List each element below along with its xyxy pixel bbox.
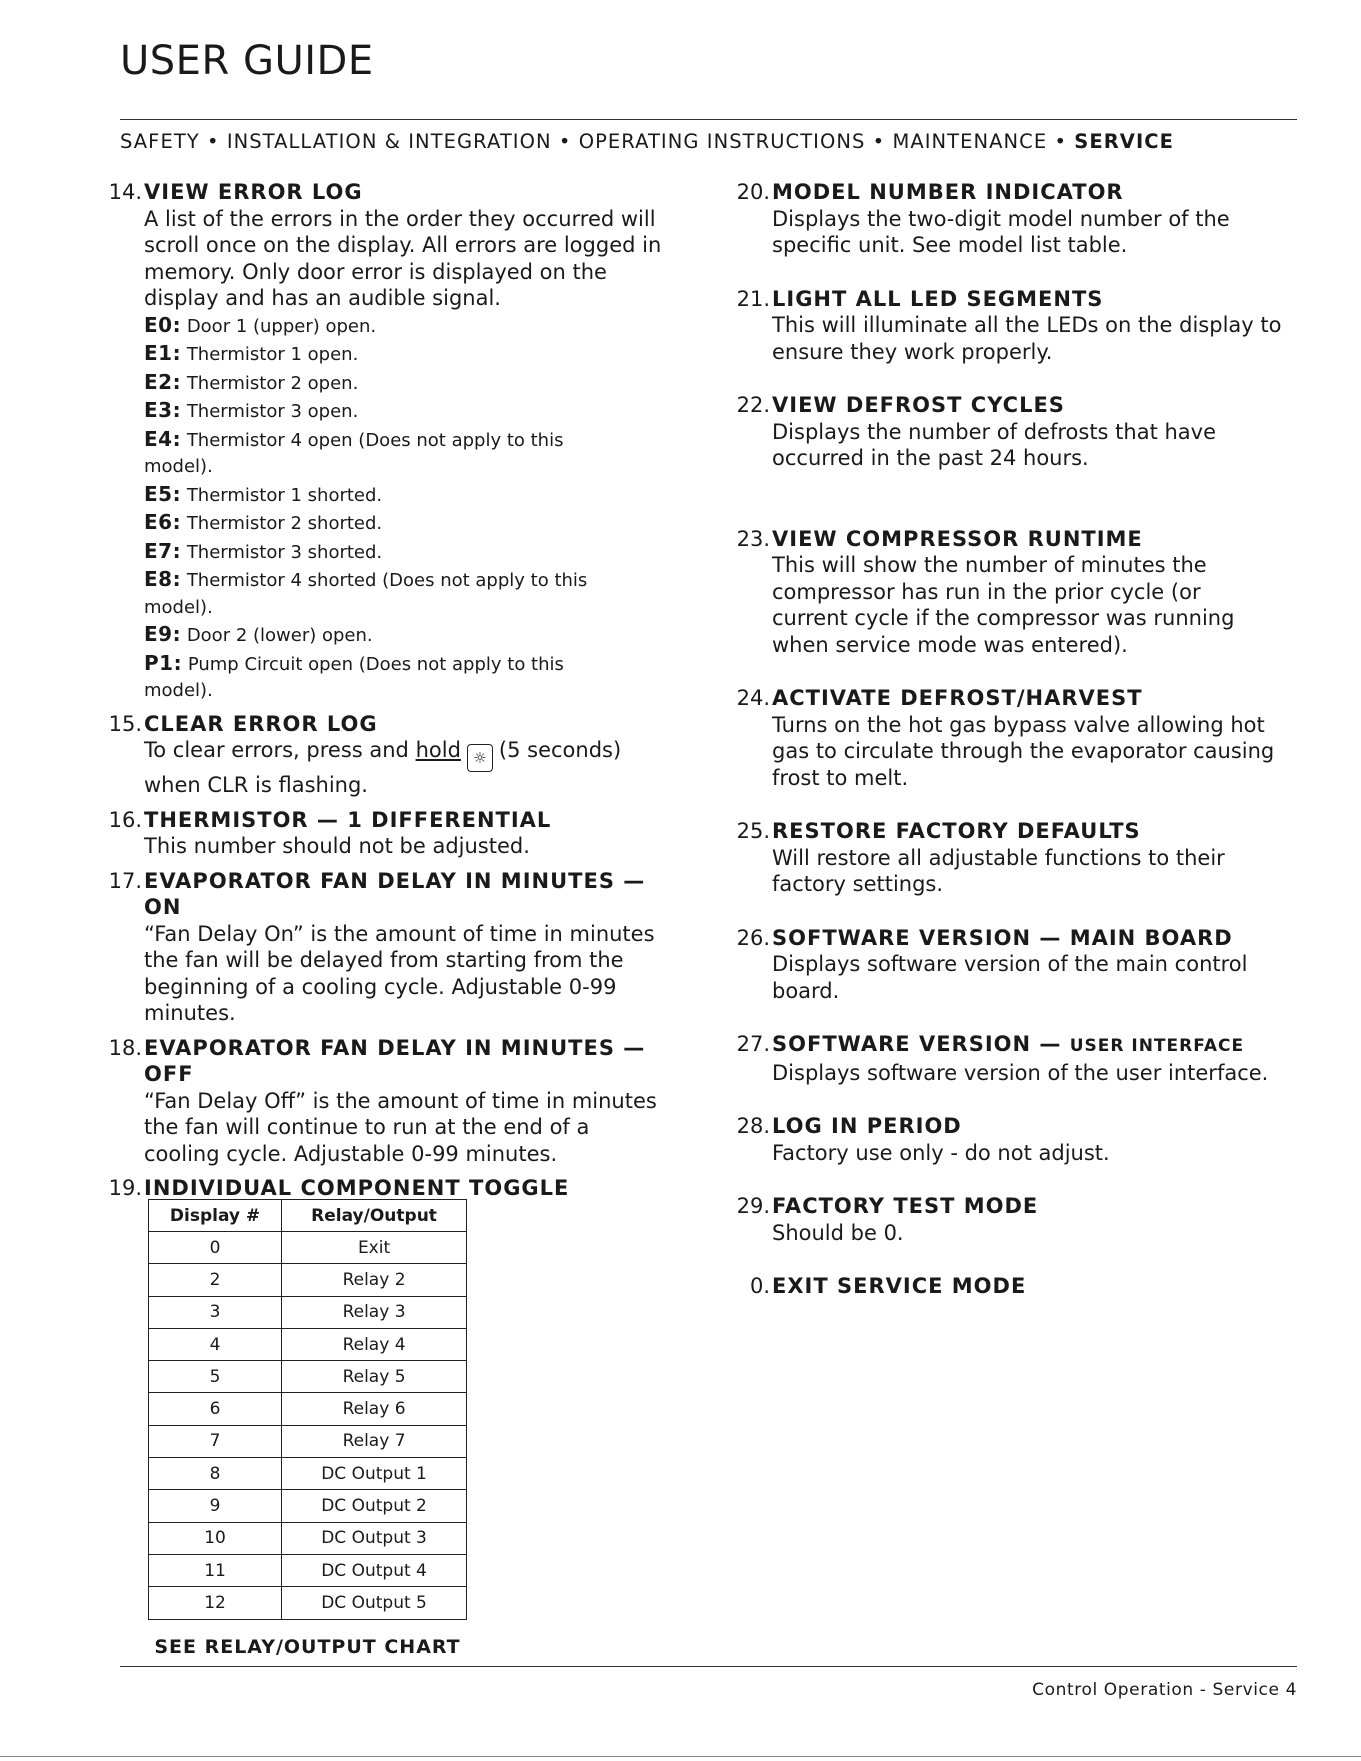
display-number-cell: 10 (149, 1522, 282, 1554)
footer-rule (120, 1666, 1297, 1667)
relay-output-table (148, 1199, 467, 1620)
section-title: VIEW ERROR LOG (144, 180, 363, 204)
section-14: 14. VIEW ERROR LOG A list of the errors in the order they occurred will scroll once on the display. All errors are logged in memory. Only door error is displayed on the display and has an audible signal. E0: Door 1 (upper) open. E1: Thermistor 1 open. E2: Thermistor 2 open. E3: Thermistor 3 open. E4: Thermistor 4 open (Does not apply to this model). E5: Thermistor 1 shorted. E6: Thermistor 2 shorted. E7: Thermistor 3 shorted. E8: Thermistor 4 shorted (Does not apply to this model). E9: Door 2 (lower) open. P1: Pump Circuit open (Does not apply to this model). (98, 179, 658, 705)
table-caption: SEE RELAY/OUTPUT CHART (154, 1636, 461, 1658)
section-29: 29. FACTORY TEST MODE Should be 0. (736, 1194, 1039, 1245)
section-27: 27. SOFTWARE VERSION — USER INTERFACE Displays software version of the user interface. (736, 1032, 1269, 1085)
display-number-cell: 12 (149, 1587, 282, 1619)
display-number-cell: 0 (149, 1232, 282, 1264)
relay-output-cell: Relay 3 (282, 1296, 467, 1328)
table-row (149, 1296, 467, 1328)
display-number-cell: 9 (149, 1490, 282, 1522)
page-footer: Control Operation - Service 4 (1032, 1680, 1297, 1700)
section-17: 17. EVAPORATOR FAN DELAY IN MINUTES — ON “Fan Delay On” is the amount of time in minutes the fan will be delayed from starting from the beginning of a cooling cycle. Adjustable 0-99 minutes. (108, 868, 655, 1025)
section-15: 15. CLEAR ERROR LOG To clear errors, press and hold ☼ (5 seconds) when CLR is flashing. (108, 711, 622, 797)
nav-safety: SAFETY (120, 130, 200, 153)
table-header: Relay/Output (282, 1200, 467, 1232)
left-column (98, 179, 662, 1202)
section-21: 21. LIGHT ALL LED SEGMENTS This will illuminate all the LEDs on the display to ensure they work properly. (736, 286, 1282, 364)
relay-output-cell: Relay 7 (282, 1425, 467, 1457)
relay-output-cell: Relay 5 (282, 1361, 467, 1393)
relay-output-cell: DC Output 2 (282, 1490, 467, 1522)
section-23: 23. VIEW COMPRESSOR RUNTIME This will show the number of minutes the compressor has run in the prior cycle (or current cycle if the compressor was running when service mode was entered). (736, 526, 1235, 657)
display-number-cell: 6 (149, 1393, 282, 1425)
relay-output-cell: Relay 6 (282, 1393, 467, 1425)
header-rule (120, 119, 1297, 120)
error-item: P1: Pump Circuit open (Does not apply to this model). (144, 650, 564, 701)
relay-output-cell: DC Output 3 (282, 1522, 467, 1554)
table-row (149, 1458, 467, 1490)
section-26: 26. SOFTWARE VERSION — MAIN BOARD Displays software version of the main control board. (736, 925, 1248, 1003)
display-number-cell: 4 (149, 1328, 282, 1360)
right-column (726, 179, 1286, 1300)
nav-installation: INSTALLATION & INTEGRATION (226, 130, 552, 153)
table-row (149, 1264, 467, 1296)
section-20: 20. MODEL NUMBER INDICATOR Displays the two-digit model number of the specific unit. See model list table. (736, 180, 1230, 257)
display-number-cell: 3 (149, 1296, 282, 1328)
error-item: E6: Thermistor 2 shorted. (144, 510, 383, 534)
section-16: 16. THERMISTOR — 1 DIFFERENTIAL This number should not be adjusted. (108, 807, 552, 858)
nav-service-active: SERVICE (1074, 130, 1174, 153)
relay-output-cell: Exit (282, 1232, 467, 1264)
table-row (149, 1490, 467, 1522)
table-row (149, 1522, 467, 1554)
table-body (149, 1232, 467, 1620)
nav-maintenance: MAINTENANCE (892, 130, 1048, 153)
relay-output-cell: DC Output 1 (282, 1458, 467, 1490)
page-edge-rule (0, 1756, 1361, 1757)
section-0: 0. EXIT SERVICE MODE (749, 1274, 1027, 1298)
section-body: A list of the errors in the order they occurred will scroll once on the display. All errors are logged in memory. Only door error is displayed on the display and has an audible signal. (144, 206, 662, 310)
section-28: 28. LOG IN PERIOD Factory use only - do not adjust. (736, 1114, 1110, 1165)
document-title: USER GUIDE (120, 38, 374, 84)
table-row (149, 1328, 467, 1360)
section-19: 19. INDIVIDUAL COMPONENT TOGGLE (108, 1176, 570, 1200)
table-row (149, 1232, 467, 1264)
table-row (149, 1425, 467, 1457)
display-number-cell: 8 (149, 1458, 282, 1490)
section-22: 22. VIEW DEFROST CYCLES Displays the number of defrosts that have occurred in the past 24 hours. (736, 393, 1217, 470)
relay-output-cell: DC Output 5 (282, 1587, 467, 1619)
error-item: E1: Thermistor 1 open. (144, 341, 359, 365)
relay-output-cell: DC Output 4 (282, 1554, 467, 1586)
error-item: E7: Thermistor 3 shorted. (144, 538, 383, 563)
table-header-row (149, 1200, 467, 1232)
table-row (149, 1393, 467, 1425)
display-number-cell: 2 (149, 1264, 282, 1296)
section-25: 25. RESTORE FACTORY DEFAULTS Will restore all adjustable functions to their factory settings. (736, 819, 1225, 896)
table-header: Display # (149, 1200, 282, 1232)
section-24: 24. ACTIVATE DEFROST/HARVEST Turns on the hot gas bypass valve allowing hot gas to circulate through the evaporator causing frost to melt. (736, 686, 1275, 790)
display-number-cell: 5 (149, 1361, 282, 1393)
relay-output-cell: Relay 2 (282, 1264, 467, 1296)
table-row (149, 1361, 467, 1393)
error-item: E0: Door 1 (upper) open. (144, 312, 377, 337)
section-18: 18. EVAPORATOR FAN DELAY IN MINUTES — OFF “Fan Delay Off” is the amount of time in minutes the fan will continue to run at the end of a cooling cycle. Adjustable 0-99 minutes. (108, 1035, 657, 1166)
relay-output-cell: Relay 4 (282, 1328, 467, 1360)
error-item: E4: Thermistor 4 open (Does not apply to this model). (144, 426, 564, 477)
table-row (149, 1587, 467, 1619)
error-item: E3: Thermistor 3 open. (144, 398, 359, 422)
error-item: E2: Thermistor 2 open. (144, 369, 359, 394)
nav-operating: OPERATING INSTRUCTIONS (578, 130, 866, 153)
error-list (144, 312, 614, 705)
display-number-cell: 11 (149, 1554, 282, 1586)
hold-word: hold (415, 738, 461, 762)
error-item: E9: Door 2 (lower) open. (144, 622, 373, 646)
error-item: E5: Thermistor 1 shorted. (144, 481, 383, 506)
error-item: E8: Thermistor 4 shorted (Does not apply to this model). (144, 567, 588, 618)
table-row (149, 1554, 467, 1586)
light-button-icon: ☼ (467, 744, 493, 772)
section-nav: SAFETY • INSTALLATION & INTEGRATION • OPERATING INSTRUCTIONS • MAINTENANCE • SERVICE (120, 130, 1174, 153)
display-number-cell: 7 (149, 1425, 282, 1457)
